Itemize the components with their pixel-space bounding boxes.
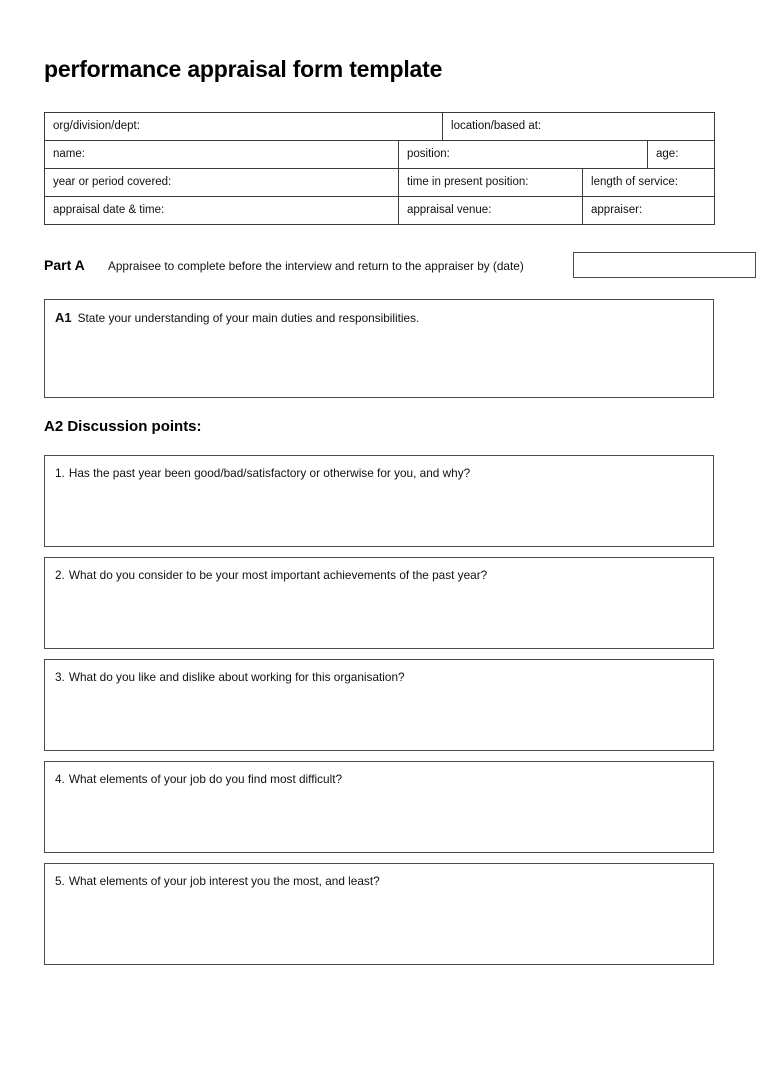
table-row [45,169,715,197]
field-appraisal-venue[interactable]: appraisal venue: [399,197,583,225]
a2-question-1-number: 1. [55,466,65,480]
field-position[interactable]: position: [399,141,648,169]
part-a-return-date-input[interactable] [573,252,756,278]
a1-prompt [55,310,419,326]
table-row [45,113,715,141]
table-row [45,141,715,169]
field-location-based-at[interactable]: location/based at: [443,113,715,141]
a2-question-2-number: 2. [55,568,65,582]
a2-question-2-prompt [55,568,487,582]
a2-question-1-text: Has the past year been good/bad/satisfactory or otherwise for you, and why? [68,466,471,480]
a2-question-4-number: 4. [55,772,65,786]
a2-heading: A2 Discussion points: [44,418,202,435]
page-title: performance appraisal form template [44,56,443,82]
field-time-in-present-position[interactable]: time in present position: [399,169,583,197]
field-name[interactable]: name: [45,141,399,169]
part-a-label: Part A [44,257,85,273]
a2-question-3-prompt [55,670,405,684]
a2-question-5-text: What elements of your job interest you the most, and least? [68,874,380,888]
a2-question-2-box[interactable] [44,557,714,649]
table-row [45,197,715,225]
a2-question-5-prompt [55,874,380,888]
a2-question-3-box[interactable] [44,659,714,751]
a2-question-1-prompt [55,466,470,480]
part-a-instruction: Appraisee to complete before the interview and return to the appraiser by (date) [108,259,524,273]
part-a-header [44,252,714,280]
field-length-of-service[interactable]: length of service: [583,169,715,197]
a2-question-5-number: 5. [55,874,65,888]
a2-question-3-text: What do you like and dislike about working for this organisation? [68,670,405,684]
a1-tag: A1 [55,310,72,325]
a2-question-2-text: What do you consider to be your most important achievements of the past year? [68,568,488,582]
field-appraiser[interactable]: appraiser: [583,197,715,225]
a2-question-4-box[interactable] [44,761,714,853]
a2-question-4-text: What elements of your job do you find most difficult? [68,772,343,786]
a2-question-3-number: 3. [55,670,65,684]
field-year-or-period-covered[interactable]: year or period covered: [45,169,399,197]
a2-question-1-box[interactable] [44,455,714,547]
a1-answer-box[interactable] [44,299,714,398]
field-appraisal-date-time[interactable]: appraisal date & time: [45,197,399,225]
a1-prompt-text: State your understanding of your main duties and responsibilities. [77,311,420,325]
appraisee-info-table [44,112,715,225]
field-age[interactable]: age: [648,141,715,169]
field-org-division-dept[interactable]: org/division/dept: [45,113,443,141]
a2-question-5-box[interactable] [44,863,714,965]
a2-question-4-prompt [55,772,342,786]
